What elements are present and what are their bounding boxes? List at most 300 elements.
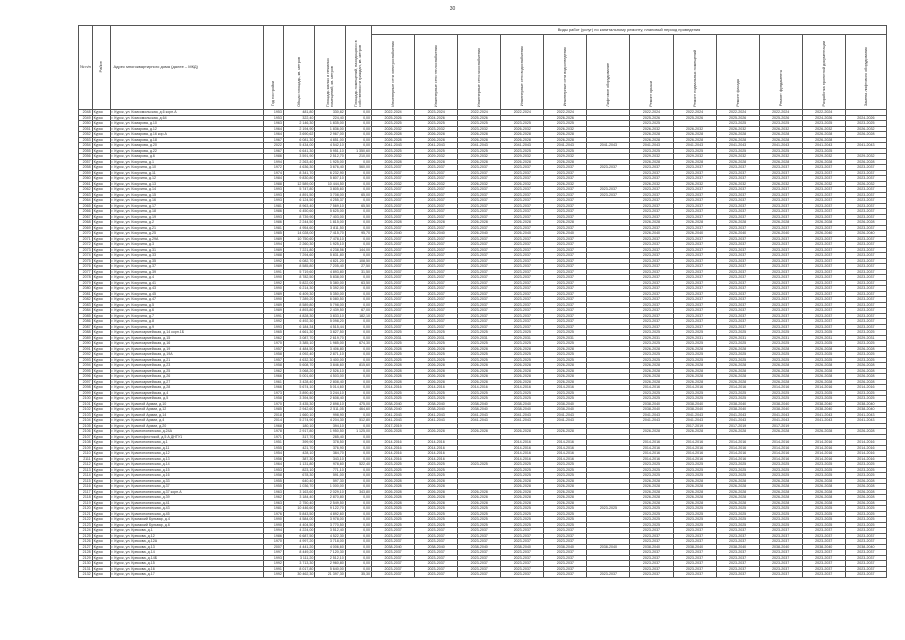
header-work-label: Ремонт фундамента — [778, 70, 783, 107]
table-cell: Курск — [92, 368, 110, 374]
table-cell: 428,10 — [283, 451, 315, 457]
table-cell: 12 589,00 — [283, 181, 315, 187]
table-cell: 2023-2025 — [630, 352, 673, 358]
address-cell: г. Курск, ул. Косухина, д.4 — [110, 275, 263, 281]
table-cell: 2023-2037 — [673, 533, 716, 539]
table-cell: 1990 — [263, 286, 283, 292]
row-number-cell: 2128 — [79, 550, 93, 556]
table-cell: 1963 — [263, 121, 283, 127]
table-cell: 2025-2026 — [630, 115, 673, 121]
table-cell: 2023-2025 — [372, 357, 415, 363]
table-cell: 1961 — [263, 379, 283, 385]
table-cell: 2 260,30 — [283, 242, 315, 248]
address-cell: г. Курск, ул. Косухина, д.3 — [110, 242, 263, 248]
table-cell: 2023-2025 — [544, 467, 587, 473]
table-cell: 2026-2040 — [415, 231, 458, 237]
table-cell: 2026-2028 — [372, 379, 415, 385]
table-cell: 2023-2037 — [458, 319, 501, 325]
header-area-residential-label: Площадь жилых и нежилых помещений, кв. метров — [326, 57, 335, 107]
table-cell: 343,80 — [345, 489, 371, 495]
table-cell: 0,00 — [345, 275, 371, 281]
table-cell: 2023-2037 — [802, 253, 845, 259]
table-cell: 2026-2028 — [716, 489, 759, 495]
table-cell: 2023-2037 — [845, 275, 886, 281]
table-cell: 2023-2037 — [716, 555, 759, 561]
table-cell: Курск — [92, 473, 110, 479]
table-cell: 2022-2024 — [458, 110, 501, 116]
table-cell: 2023-2037 — [415, 539, 458, 545]
table-cell: 2023-2037 — [716, 187, 759, 193]
table-cell: 2026-2028 — [372, 132, 415, 138]
table-cell: 2026-2032 — [845, 126, 886, 132]
row-number-cell: 2087 — [79, 324, 93, 330]
table-cell: 2014-2016 — [630, 440, 673, 446]
header-work-1 — [415, 35, 458, 110]
table-cell: 376,90 — [315, 445, 345, 451]
row-number-cell: 2093 — [79, 357, 93, 363]
table-cell: 2026-2028 — [759, 495, 802, 501]
table-cell: 4 503,00 — [315, 374, 345, 380]
table-cell: 2023-2037 — [544, 247, 587, 253]
row-number-cell: 2101 — [79, 401, 93, 407]
row-number-cell: 2116 — [79, 484, 93, 490]
table-cell: 8 963,40 — [283, 203, 315, 209]
table-cell: 2014-2016 — [501, 456, 544, 462]
table-cell: 2 808,40 — [315, 379, 345, 385]
table-cell: 512,80 — [345, 418, 371, 424]
table-cell: 0,00 — [345, 302, 371, 308]
table-cell: Курск — [92, 572, 110, 578]
table-cell: 2026-2028 — [415, 374, 458, 380]
table-cell: 7 294,60 — [283, 253, 315, 259]
table-cell: 2023-2037 — [845, 170, 886, 176]
table-cell: 7 120,30 — [315, 550, 345, 556]
table-cell: 2023-2025 — [673, 517, 716, 523]
table-cell: 4 584,00 — [283, 517, 315, 523]
table-cell: 2014-2016 — [716, 451, 759, 457]
table-cell: Курск — [92, 412, 110, 418]
table-cell: 2023-2037 — [458, 297, 501, 303]
table-cell: 2041-2043 — [759, 143, 802, 149]
table-cell: 2023-2037 — [673, 286, 716, 292]
table-cell: 1993 — [263, 324, 283, 330]
table-cell: 2018 — [263, 412, 283, 418]
table-cell: 2026-2028 — [458, 363, 501, 369]
table-cell: Курск — [92, 313, 110, 319]
table-cell: 2026-2028 — [759, 484, 802, 490]
table-cell: 2023-2037 — [759, 236, 802, 242]
table-cell: 2023-2037 — [673, 236, 716, 242]
table-cell: 2023-2037 — [802, 236, 845, 242]
address-cell: г. Курск, ул. Крымский Бульвар, д.4 — [110, 517, 263, 523]
table-cell: 2026-2028 — [673, 379, 716, 385]
table-cell: 2026-2028 — [501, 500, 544, 506]
table-cell: 2023-2037 — [501, 324, 544, 330]
table-cell: 2023-2025 — [759, 473, 802, 479]
table-cell: 2023-2025 — [415, 506, 458, 512]
table-cell: 5 674,10 — [283, 385, 315, 391]
table-cell: 2026-2028 — [802, 346, 845, 352]
table-cell: 2014-2016 — [802, 445, 845, 451]
row-number-cell: 2125 — [79, 533, 93, 539]
table-cell: 2026-2028 — [716, 220, 759, 226]
table-cell: 0,00 — [345, 352, 371, 358]
table-cell: 2023-2025 — [372, 473, 415, 479]
table-cell: 4 893,80 — [315, 269, 345, 275]
table-cell: 1 131,80 — [283, 462, 315, 468]
table-cell: 2029-2032 — [845, 154, 886, 160]
table-cell: Курск — [92, 440, 110, 446]
table-cell: Курск — [92, 269, 110, 275]
row-number-cell: 2073 — [79, 247, 93, 253]
table-cell: 2023-2037 — [845, 253, 886, 259]
table-cell: 2023-2037 — [759, 297, 802, 303]
table-cell: 399,90 — [283, 440, 315, 446]
table-cell: 3 435,30 — [283, 401, 315, 407]
table-cell: 2023-2037 — [501, 533, 544, 539]
table-cell: 2023-2037 — [501, 280, 544, 286]
table-cell: 2026-2028 — [458, 489, 501, 495]
table-cell: 2023-2037 — [759, 258, 802, 264]
table-cell: 2023-2037 — [372, 297, 415, 303]
table-cell: 2038-2040 — [415, 407, 458, 413]
table-cell: 2023-2037 — [673, 555, 716, 561]
table-cell: 6 184,34 — [283, 324, 315, 330]
table-cell: 2038-2040 — [587, 544, 630, 550]
table-cell: 2023-2037 — [372, 269, 415, 275]
table-cell: 1971 — [263, 434, 283, 440]
table-cell: 2026-2028 — [458, 132, 501, 138]
table-cell: 2026-2028 — [544, 495, 587, 501]
table-cell: 2023-2025 — [673, 148, 716, 154]
table-cell: 2023-2025 — [845, 462, 886, 468]
table-cell: 0,00 — [345, 440, 371, 446]
table-cell: 1962 — [263, 495, 283, 501]
table-cell: 2023-2037 — [802, 247, 845, 253]
table-cell: Курск — [92, 236, 110, 242]
table-cell: 2026-2028 — [372, 478, 415, 484]
table-cell: 2029-2032 — [716, 154, 759, 160]
table-cell: 2023-2025 — [415, 517, 458, 523]
table-cell: 2041-2043 — [501, 418, 544, 424]
table-cell: 1953 — [263, 110, 283, 116]
table-cell: 0,00 — [345, 286, 371, 292]
table-cell: 4 891,50 — [283, 192, 315, 198]
table-cell: 2023-2025 — [802, 473, 845, 479]
table-cell: 2026-2028 — [501, 220, 544, 226]
table-cell: 31,50 — [345, 269, 371, 275]
table-cell: 2023-2037 — [372, 550, 415, 556]
table-cell: 0,00 — [345, 500, 371, 506]
table-cell: 2026-2028 — [673, 500, 716, 506]
table-cell: 0,00 — [345, 324, 371, 330]
table-cell: 2023-2037 — [845, 209, 886, 215]
table-cell: 2023-2037 — [759, 539, 802, 545]
table-cell: 2023-2037 — [630, 209, 673, 215]
table-cell: 2023-2025 — [458, 390, 501, 396]
table-cell: Курск — [92, 396, 110, 402]
table-cell: 2038-2040 — [415, 401, 458, 407]
table-cell: 2023-2037 — [673, 209, 716, 215]
row-number-cell: 2080 — [79, 286, 93, 292]
table-cell: 2023-2037 — [372, 561, 415, 567]
table-cell: 2023-2037 — [372, 176, 415, 182]
row-number-cell: 2097 — [79, 379, 93, 385]
table-cell: 2023-2025 — [630, 462, 673, 468]
table-cell: 2029-2031 — [845, 335, 886, 341]
table-cell: 2023-2037 — [501, 291, 544, 297]
table-cell: 2014-2016 — [845, 445, 886, 451]
table-cell: 2023-2037 — [759, 550, 802, 556]
table-cell: 4 092,40 — [283, 352, 315, 358]
table-cell: 2026-2028 — [759, 132, 802, 138]
table-cell: 2014-2016 — [673, 456, 716, 462]
table-cell: 343,10 — [315, 456, 345, 462]
table-cell: 2023-2025 — [759, 396, 802, 402]
header-work-label: Ремонт крыши — [649, 80, 654, 107]
table-cell: 2023-2025 — [802, 341, 845, 347]
table-cell: 2026-2028 — [802, 495, 845, 501]
table-cell: 2023-2025 — [802, 148, 845, 154]
table-cell: 2023-2037 — [501, 275, 544, 281]
table-cell: 2026-2028 — [759, 379, 802, 385]
table-cell: 1984 — [263, 176, 283, 182]
table-cell: Курск — [92, 517, 110, 523]
table-cell: 0,00 — [345, 132, 371, 138]
table-cell: 2026-2028 — [458, 159, 501, 165]
header-area-owned-label: Площадь помещений, находящихся в собственности граждан, кв. метров — [354, 39, 363, 107]
table-cell: 2023-2025 — [759, 467, 802, 473]
table-cell: 1 835,00 — [315, 121, 345, 127]
table-cell: 2026-2028 — [759, 489, 802, 495]
table-cell: 2041-2043 — [372, 143, 415, 149]
table-cell: 2023-2037 — [544, 302, 587, 308]
table-cell: 2029-2031 — [802, 335, 845, 341]
address-cell: г. Курск, ул. Краснополянская, д.13 — [110, 456, 263, 462]
table-cell: 2023-2037 — [415, 566, 458, 572]
table-cell: Курск — [92, 165, 110, 171]
table-cell: 2026-2028 — [501, 478, 544, 484]
table-cell: 2023-2025 — [802, 121, 845, 127]
table-cell: 2023-2037 — [415, 170, 458, 176]
table-cell: 2 512,10 — [315, 555, 345, 561]
table-cell: 5 350,00 — [315, 291, 345, 297]
table-cell: 2023-2037 — [630, 308, 673, 314]
table-cell: 2023-2037 — [845, 187, 886, 193]
address-cell: г. Курск, ул. Косухина, д.5 — [110, 302, 263, 308]
table-cell: 2023-2037 — [544, 275, 587, 281]
table-cell: 2026-2028 — [544, 379, 587, 385]
table-cell: 2026-2028 — [415, 495, 458, 501]
table-cell: 2023-2025 — [673, 396, 716, 402]
table-cell: 2023-2025 — [759, 511, 802, 517]
table-cell: 2026-2028 — [458, 500, 501, 506]
table-cell: 2023-2037 — [802, 550, 845, 556]
table-cell: 2038-2040 — [673, 544, 716, 550]
address-cell: г. Курск, ул. Косухина, д.1 — [110, 159, 263, 165]
table-cell: 2026-2028 — [673, 363, 716, 369]
table-cell: 2023-2037 — [415, 209, 458, 215]
table-cell: 2023-2037 — [759, 225, 802, 231]
table-cell: 2026-2028 — [501, 363, 544, 369]
table-cell: 2023-2037 — [587, 572, 630, 578]
table-cell: 2038-2040 — [544, 407, 587, 413]
table-cell: 0,00 — [345, 126, 371, 132]
table-cell: 0,00 — [345, 517, 371, 523]
table-cell: 2023-2037 — [716, 286, 759, 292]
table-cell: 2038-2040 — [372, 544, 415, 550]
row-number-cell: 2076 — [79, 264, 93, 270]
table-cell: 2023-2025 — [716, 357, 759, 363]
table-cell: 2038-2040 — [458, 401, 501, 407]
address-cell: г. Курск, ул. Комарова, д.10 — [110, 121, 263, 127]
table-cell: 2023-2037 — [587, 187, 630, 193]
table-cell: 2023-2037 — [372, 170, 415, 176]
table-cell: 2023-2037 — [716, 253, 759, 259]
table-cell: 2023-2037 — [630, 550, 673, 556]
table-cell: 5 608,70 — [283, 363, 315, 369]
address-cell: г. Курск, ул. Косухина, д.29А — [110, 236, 263, 242]
address-cell: г. Курск, ул. Комарова, д.22 — [110, 148, 263, 154]
table-cell: 4 821,20 — [315, 258, 345, 264]
table-cell: 2026-2040 — [673, 231, 716, 237]
table-cell: 2023-2037 — [716, 203, 759, 209]
table-cell: 2023-2037 — [458, 165, 501, 171]
table-cell: 27,50 — [345, 264, 371, 270]
table-cell: 2023-2037 — [759, 533, 802, 539]
table-cell: 2023-2025 — [716, 148, 759, 154]
table-cell: 2023-2037 — [630, 539, 673, 545]
table-cell: 2023-2037 — [544, 324, 587, 330]
address-cell: г. Курск, ул. Красноармейская, д.15 — [110, 335, 263, 341]
table-cell: Курск — [92, 544, 110, 550]
row-number-cell: 2070 — [79, 231, 93, 237]
table-cell: Курск — [92, 506, 110, 512]
address-cell: г. Курск, ул. Краснополянская, д.37 — [110, 484, 263, 490]
table-cell: 2023-2037 — [372, 280, 415, 286]
table-cell: 2023-2037 — [544, 539, 587, 545]
table-cell: 2 898,10 — [315, 401, 345, 407]
table-cell: 2023-2037 — [630, 275, 673, 281]
table-cell: 2023-2025 — [544, 341, 587, 347]
table-cell: 1 836,00 — [315, 126, 345, 132]
table-cell: 2014-2016 — [415, 385, 458, 391]
table-cell: 2023-2037 — [673, 539, 716, 545]
table-cell: Курск — [92, 500, 110, 506]
row-number-cell: 2077 — [79, 269, 93, 275]
table-cell: 2023-2037 — [458, 170, 501, 176]
table-cell: 2 750,40 — [283, 500, 315, 506]
table-cell: 2026-2028 — [673, 429, 716, 435]
table-cell: 2023-2037 — [501, 308, 544, 314]
address-cell: г. Курск, ул. Косухина, д.37 — [110, 264, 263, 270]
table-cell: 2023-2037 — [673, 242, 716, 248]
table-cell: 2023-2037 — [673, 269, 716, 275]
table-cell: 2014-2016 — [716, 445, 759, 451]
table-cell: 317,70 — [283, 434, 315, 440]
row-number-cell: 2068 — [79, 220, 93, 226]
table-cell: 2023-2037 — [501, 170, 544, 176]
table-cell: Курск — [92, 390, 110, 396]
table-cell: 2026-2028 — [845, 495, 886, 501]
table-cell: 3 978,00 — [315, 517, 345, 523]
table-cell: 2023-2037 — [544, 533, 587, 539]
row-number-cell: 2055 — [79, 148, 93, 154]
table-cell: 2038-2040 — [759, 401, 802, 407]
table-cell: 2023-2025 — [544, 506, 587, 512]
row-number-cell: 2091 — [79, 346, 93, 352]
table-cell: 2026-2028 — [673, 374, 716, 380]
table-cell: 2023-2037 — [759, 280, 802, 286]
table-cell: Курск — [92, 352, 110, 358]
address-cell: г. Курск, ул. Красной Армии, д.14 — [110, 412, 263, 418]
table-cell: 2038-2040 — [372, 401, 415, 407]
table-cell: 1965 — [263, 330, 283, 336]
table-cell: 108,50 — [345, 258, 371, 264]
table-cell: 2023-2025 — [630, 517, 673, 523]
table-cell: 2026-2028 — [458, 137, 501, 143]
table-cell: 2023-2037 — [845, 313, 886, 319]
table-cell: 2026-2028 — [716, 363, 759, 369]
table-cell: 823,10 — [283, 467, 315, 473]
table-cell: 2026-2028 — [716, 379, 759, 385]
table-cell: 1958 — [263, 396, 283, 402]
table-cell: 2023-2025 — [458, 396, 501, 402]
table-cell: 2023-2037 — [802, 192, 845, 198]
address-cell: г. Курск, ул. Косухина, д.18 — [110, 209, 263, 215]
table-cell: 2014-2016 — [845, 440, 886, 446]
table-cell: 1994 — [263, 242, 283, 248]
table-cell: 1986 — [263, 209, 283, 215]
row-number-cell: 2063 — [79, 192, 93, 198]
table-cell: 384,70 — [315, 451, 345, 457]
table-cell: 0,00 — [345, 533, 371, 539]
table-cell: 2026-2028 — [673, 484, 716, 490]
table-cell: 2029-2031 — [544, 335, 587, 341]
table-cell: 2023-2037 — [716, 176, 759, 182]
address-cell: г. Курск, ул. Комарова, д.12 — [110, 126, 263, 132]
table-cell: 2023-2037 — [845, 192, 886, 198]
table-cell: 2029-2031 — [458, 335, 501, 341]
table-cell: 0,00 — [345, 297, 371, 303]
table-cell: 2023-2037 — [630, 247, 673, 253]
table-cell: 2 194,90 — [283, 126, 315, 132]
table-cell: 2026-2032 — [802, 181, 845, 187]
table-cell: 2026-2032 — [759, 181, 802, 187]
table-cell: 2026-2032 — [501, 126, 544, 132]
header-work-11 — [845, 35, 886, 110]
table-cell: 2023-2032 — [458, 126, 501, 132]
table-cell: 2 917,80 — [283, 429, 315, 435]
table-cell: 2023-2037 — [501, 528, 544, 534]
table-cell: 2023-2025 — [544, 517, 587, 523]
table-cell: 1988 — [263, 181, 283, 187]
table-cell: 2023-2025 — [501, 473, 544, 479]
address-cell: г. Курск, ул. Красноармейская, д.25 — [110, 368, 263, 374]
table-cell: 2023-2037 — [845, 308, 886, 314]
table-cell: 2026-2032 — [673, 126, 716, 132]
table-cell: 2023-2037 — [673, 176, 716, 182]
table-cell: 2038-2040 — [802, 544, 845, 550]
table-cell: 2023-2025 — [845, 396, 886, 402]
table-cell: 2023-2037 — [845, 286, 886, 292]
table-cell: 2014-2016 — [802, 385, 845, 391]
header-work-10 — [802, 35, 845, 110]
table-cell: 2026-2032 — [716, 126, 759, 132]
table-cell: 7 221,80 — [283, 247, 315, 253]
address-cell: г. Курск, ул. Косухина, д.15 — [110, 192, 263, 198]
table-cell: 2023-2037 — [673, 297, 716, 303]
